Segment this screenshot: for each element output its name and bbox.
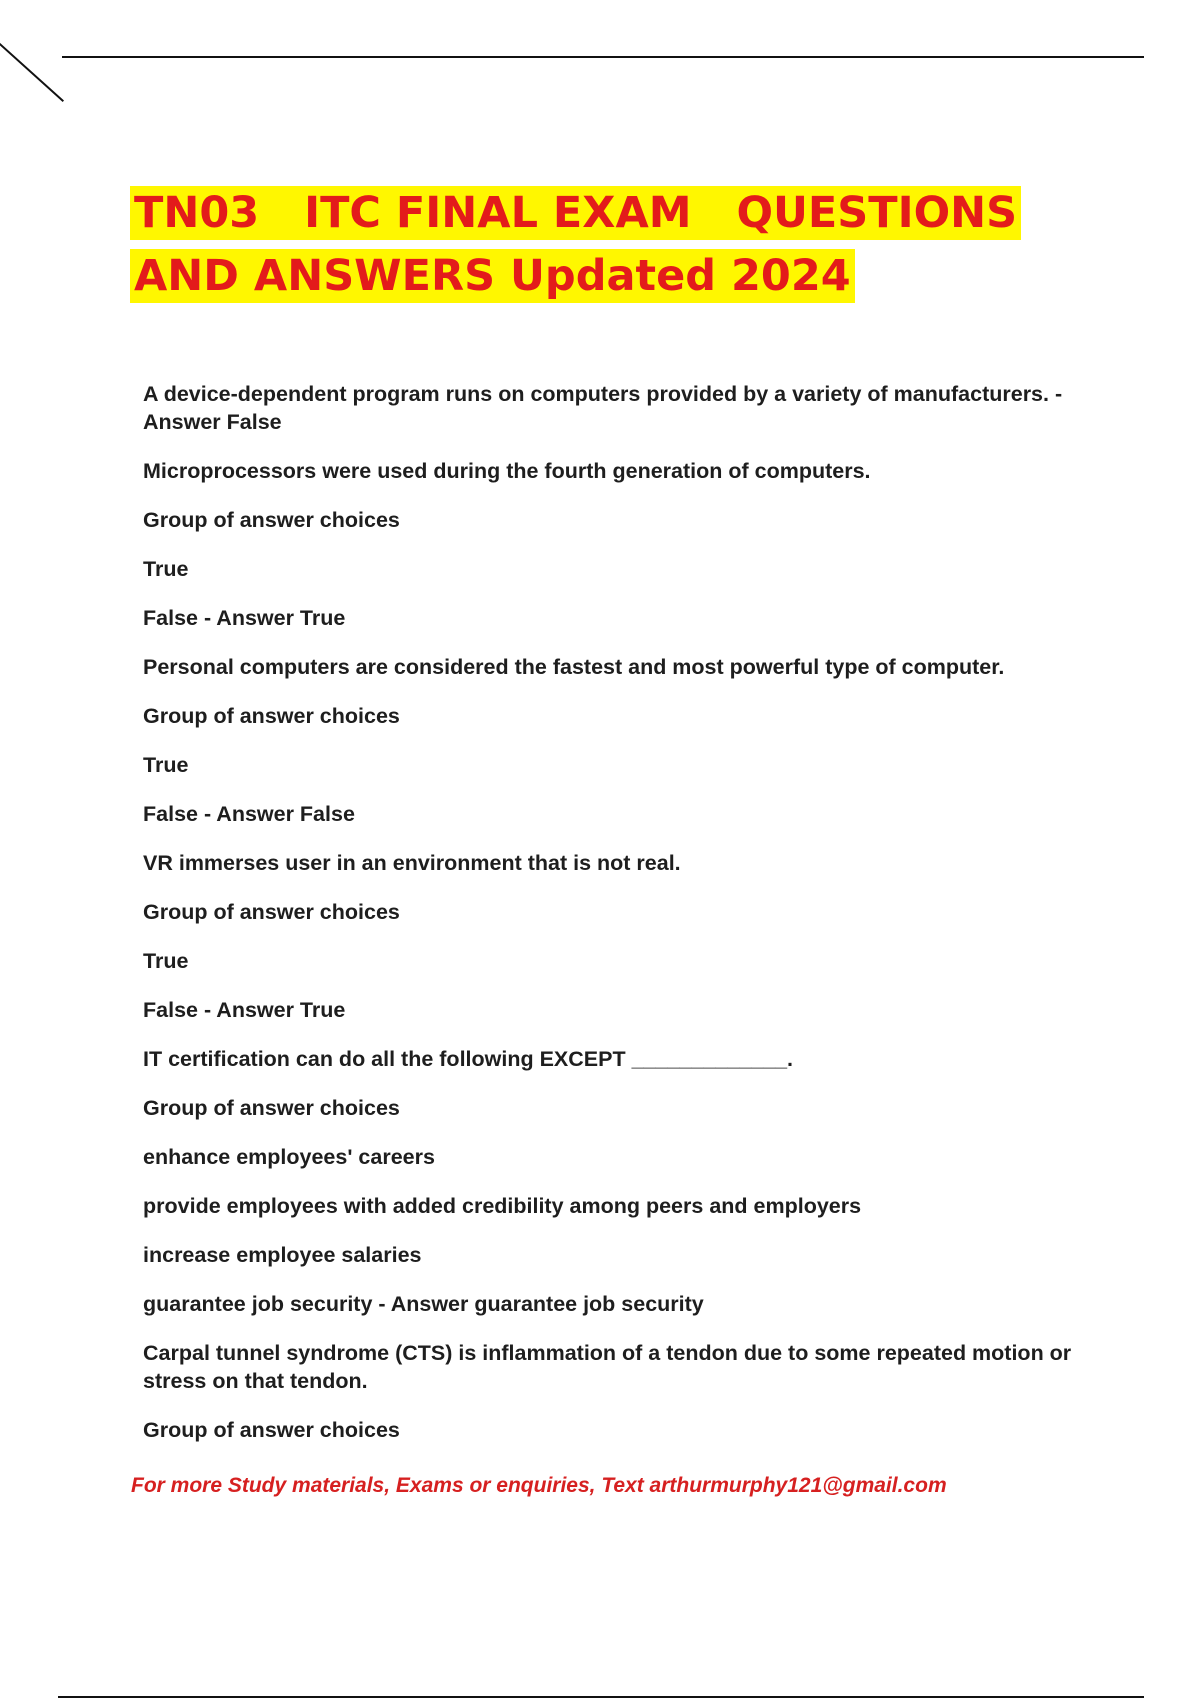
corner-decoration-line <box>0 36 64 102</box>
paragraph: Personal computers are considered the fastest and most powerful type of computer. <box>143 655 1005 679</box>
document-title <box>130 182 1070 308</box>
paragraph: provide employees with added credibility among peers and employers <box>143 1194 862 1218</box>
paragraph: Group of answer choices <box>143 508 400 532</box>
paragraph: True <box>143 557 189 581</box>
paragraph: False - Answer True <box>143 998 346 1022</box>
paragraph: increase employee salaries <box>143 1243 422 1267</box>
paragraph: IT certification can do all the following EXCEPT _____________. <box>143 1047 793 1071</box>
paragraph: True <box>143 753 189 777</box>
paragraph: True <box>143 949 189 973</box>
paragraph: False - Answer False <box>143 802 355 826</box>
question-list <box>143 380 1088 1465</box>
title-line-1: TN03 ITC FINAL EXAM QUESTIONS <box>130 186 1021 240</box>
paragraph: Group of answer choices <box>143 900 400 924</box>
paragraph: guarantee job security - Answer guarantee job security <box>143 1292 704 1316</box>
paragraph: Carpal tunnel syndrome (CTS) is inflammation of a tendon due to some repeated motion or stress on that tendon. <box>143 1341 1072 1393</box>
paragraph: Microprocessors were used during the fourth generation of computers. <box>143 459 871 483</box>
paragraph: Group of answer choices <box>143 1418 400 1442</box>
paragraph: Group of answer choices <box>143 704 400 728</box>
paragraph: A device-dependent program runs on computers provided by a variety of manufacturers. - Answer False <box>143 382 1063 434</box>
footer-note: For more Study materials, Exams or enquiries, Text arthurmurphy121@gmail.com <box>131 1474 947 1497</box>
paragraph: VR immerses user in an environment that is not real. <box>143 851 681 875</box>
header-rule <box>62 56 1144 58</box>
paragraph: enhance employees' careers <box>143 1145 435 1169</box>
footer-rule <box>58 1696 1144 1698</box>
paragraph: Group of answer choices <box>143 1096 400 1120</box>
paragraph: False - Answer True <box>143 606 346 630</box>
title-line-2: AND ANSWERS Updated 2024 <box>130 249 855 303</box>
